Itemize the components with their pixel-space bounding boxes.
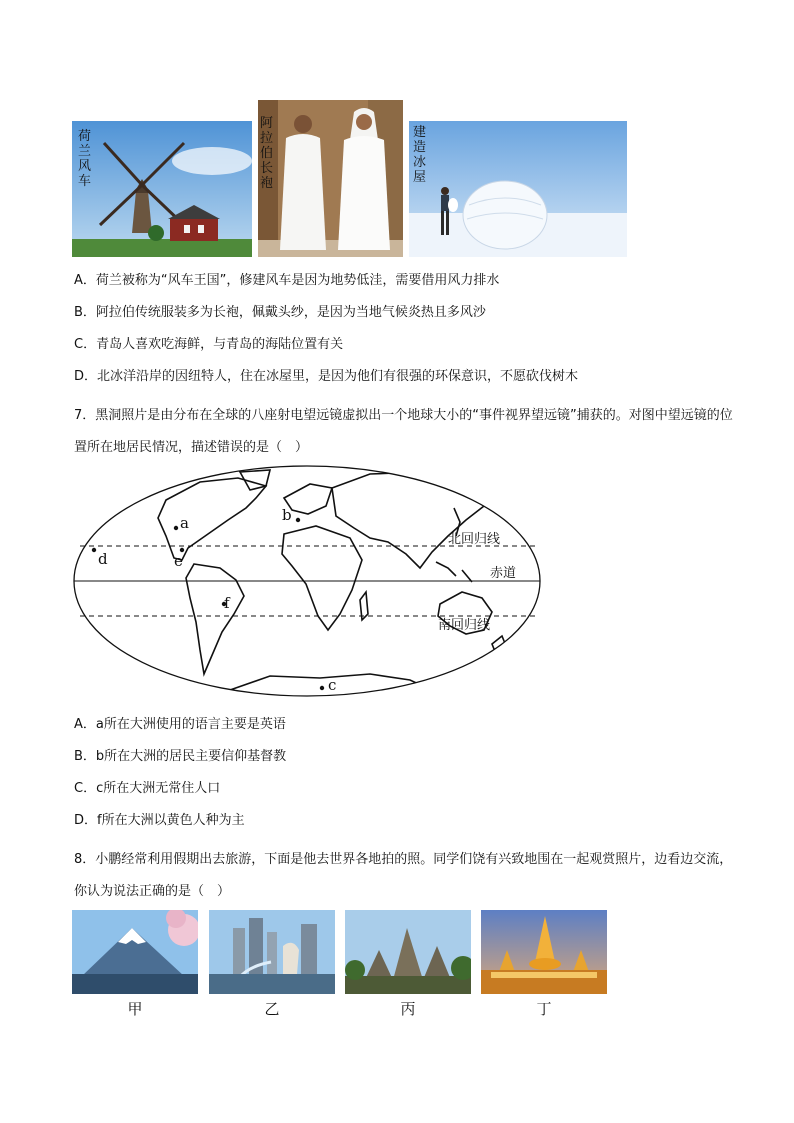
igloo-image: [409, 121, 627, 257]
map-point-c: c: [328, 676, 337, 694]
q7-option-b: B．b所在大洲的居民主要信仰基督教: [74, 749, 287, 764]
q7-option-c: C．c所在大洲无常住人口: [74, 781, 221, 796]
map-point-b: b: [282, 506, 292, 524]
world-map-svg: [70, 464, 548, 700]
igloo-photo-label: 建造冰屋: [413, 125, 427, 185]
q7-stem: 7．黑洞照片是由分布在全球的八座射电望远镜虚拟出一个地球大小的“事件视界望远镜”捕获的。对图中望远镜的位置所在地居民情况，描述错误的是（ ）: [74, 408, 733, 455]
q6-option-c: C．青岛人喜欢吃海鲜，与青岛的海陆位置有关: [74, 337, 344, 352]
caption-bing: 丙: [400, 1000, 416, 1018]
q7-option-d: D．f所在大洲以黄色人种为主: [74, 813, 245, 828]
windmill-photo-label: 荷兰风车: [78, 129, 92, 189]
q7-option-a: A．a所在大洲使用的语言主要是英语: [74, 717, 286, 732]
map-point-e: e: [174, 552, 183, 570]
angkor-image: [345, 910, 471, 994]
golden-pagoda-image: [481, 910, 607, 994]
merlion-image: [209, 910, 335, 994]
map-point-d: d: [98, 550, 108, 568]
map-label-tropic-cancer: 北回归线: [448, 532, 501, 547]
map-label-tropic-capricorn: 南回归线: [438, 618, 491, 633]
map-point-a: a: [180, 514, 189, 532]
photo-jia-mount-fuji: [72, 910, 198, 994]
photo-yi-merlion: [209, 910, 335, 994]
windmill-image: [72, 121, 252, 257]
arab-robe-photo: [258, 100, 403, 257]
photo-ding-shwedagon: [481, 910, 607, 994]
photo-bing-angkor: [345, 910, 471, 994]
q8-stem: 8．小鹏经常利用假期出去旅游，下面是他去世界各地拍的照。同学们饶有兴致地围在一起观赏照片，边看边交流，你认为说法正确的是（ ）: [74, 852, 733, 899]
map-point-f: f: [224, 594, 230, 612]
q6-option-a: A．荷兰被称为“风车王国”，修建风车是因为地势低洼，需要借用风力排水: [74, 273, 500, 288]
caption-yi: 乙: [264, 1000, 280, 1018]
arab-robe-photo-label: 阿拉伯长袍: [260, 116, 274, 191]
world-map: [70, 464, 548, 700]
q6-option-d: D．北冰洋沿岸的因纽特人，住在冰屋里，是因为他们有很强的环保意识，不愿砍伐树木: [74, 369, 579, 384]
caption-jia: 甲: [127, 1000, 143, 1018]
q6-option-b: B．阿拉伯传统服装多为长袍，佩戴头纱，是因为当地气候炎热且多风沙: [74, 305, 486, 320]
windmill-photo: [72, 121, 252, 257]
caption-ding: 丁: [536, 1000, 552, 1018]
igloo-photo: [409, 121, 627, 257]
map-label-equator: 赤道: [490, 566, 517, 581]
arab-robe-image: [258, 100, 403, 257]
mount-fuji-image: [72, 910, 198, 994]
